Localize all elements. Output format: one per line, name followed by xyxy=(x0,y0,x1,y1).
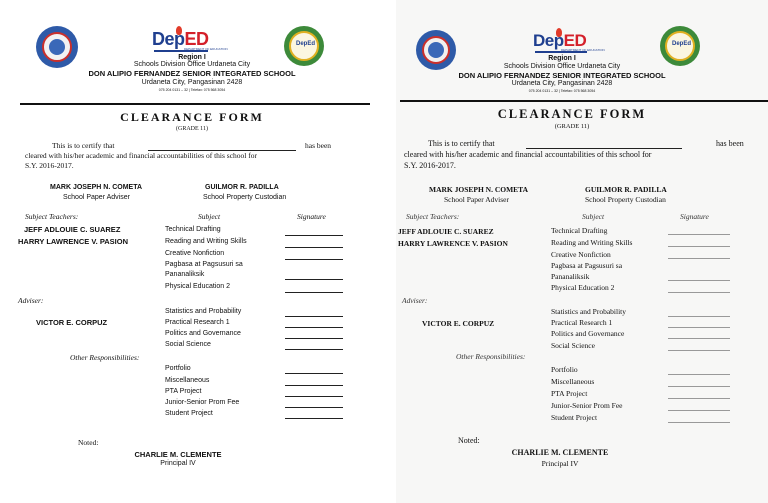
signature-line xyxy=(668,386,730,387)
paper-adviser-name: MARK JOSEPH N. COMETA xyxy=(50,184,143,191)
adviser-subject-item: Politics and Governance xyxy=(551,329,625,338)
signature-line xyxy=(668,398,730,399)
signature-line xyxy=(668,350,730,351)
paper-adviser-role: School Paper Adviser xyxy=(63,194,130,201)
division-label: Schools Division Office Urdaneta City xyxy=(503,63,621,70)
adviser-subject-item: Social Science xyxy=(165,341,211,348)
principal-name: CHARLIE M. CLEMENTE xyxy=(511,448,609,457)
certify-text-line2: cleared with his/her academic and financial accountabilities of this school for xyxy=(404,150,652,159)
other-item: Miscellaneous xyxy=(551,377,595,386)
principal-title: Principal IV xyxy=(160,460,196,467)
other-item: Portfolio xyxy=(165,365,191,372)
school-seal-text: DepEd xyxy=(296,41,316,47)
signature-line xyxy=(668,422,730,423)
other-item: PTA Project xyxy=(165,388,202,395)
header-divider xyxy=(20,103,370,105)
subject-heading: Subject xyxy=(582,212,605,221)
subject-item: Technical Drafting xyxy=(551,226,608,235)
subject-item: Pagbasa at Pagsusuri sa xyxy=(551,261,623,270)
adviser-name: VICTOR E. CORPUZ xyxy=(36,318,108,327)
school-year: S.Y. 2016-2017. xyxy=(25,161,74,170)
signature-line xyxy=(285,316,343,317)
other-responsibilities-heading: Other Responsibilities: xyxy=(456,352,526,361)
certify-text-start: This is to certify that xyxy=(52,141,115,150)
adviser-heading: Adviser: xyxy=(18,296,44,305)
subject-item: Technical Drafting xyxy=(165,226,221,233)
subject-item: Creative Nonfiction xyxy=(551,250,611,259)
deped-tagline: DEPARTMENT OF EDUCATION xyxy=(184,47,228,51)
signature-line xyxy=(668,234,730,235)
custodian-name: GUILMOR R. PADILLA xyxy=(205,184,279,191)
adviser-subject-item: Statistics and Probability xyxy=(165,308,242,315)
school-name: DON ALIPIO FERNANDEZ SENIOR INTEGRATED SCHOOL xyxy=(458,71,666,80)
adviser-subject-item: Practical Research 1 xyxy=(551,318,613,327)
adviser-subject-item: Statistics and Probability xyxy=(551,307,626,316)
signature-line xyxy=(285,247,343,248)
signature-line xyxy=(285,259,343,260)
deped-tagline: DEPARTMENT OF EDUCATION xyxy=(561,48,605,52)
subject-item: Reading and Writing Skills xyxy=(551,238,633,247)
custodian-role: School Property Custodian xyxy=(203,194,287,201)
deped-word-ed: ED xyxy=(563,31,587,50)
signature-line xyxy=(285,385,343,386)
noted-label: Noted: xyxy=(78,438,99,447)
school-address: Urdaneta City, Pangasinan 2428 xyxy=(141,79,243,86)
school-seal-text: DepEd xyxy=(672,41,692,47)
other-item: PTA Project xyxy=(551,389,588,398)
certify-text-end: has been xyxy=(305,141,332,150)
region-label: Region I xyxy=(178,54,206,61)
header-divider xyxy=(400,100,768,102)
signature-line xyxy=(285,349,343,350)
other-responsibilities-heading: Other Responsibilities: xyxy=(70,353,140,362)
subject-item: Reading and Writing Skills xyxy=(165,238,247,245)
signature-heading: Signature xyxy=(297,212,326,221)
school-name: DON ALIPIO FERNANDEZ SENIOR INTEGRATED SCHOOL xyxy=(88,69,296,78)
signature-line xyxy=(285,235,343,236)
signature-line xyxy=(668,292,730,293)
other-item: Junior-Senior Prom Fee xyxy=(165,399,240,406)
teacher-name-2: HARRY LAWRENCE V. PASION xyxy=(398,239,508,248)
signature-line xyxy=(668,374,730,375)
signature-line xyxy=(285,327,343,328)
teacher-name-1: JEFF ADLOUIE C. SUAREZ xyxy=(398,227,494,236)
signature-line xyxy=(285,373,343,374)
adviser-subject-item: Politics and Governance xyxy=(165,330,241,337)
signature-line xyxy=(668,410,730,411)
certify-text-end: has been xyxy=(716,139,744,148)
adviser-subject-item: Social Science xyxy=(551,341,595,350)
subject-item: Physical Education 2 xyxy=(551,283,615,292)
deped-word-dep: Dep xyxy=(533,31,564,50)
deped-seal-icon xyxy=(416,30,456,70)
subject-item: Pananaliksik xyxy=(165,271,205,278)
signature-line xyxy=(668,338,730,339)
signature-line xyxy=(285,338,343,339)
signature-heading: Signature xyxy=(680,212,709,221)
school-contact: 075 204 0131 – 32 | Telefax: 075 568 3054 xyxy=(528,89,596,93)
clearance-form-right xyxy=(396,0,768,503)
signature-line xyxy=(668,258,730,259)
other-item: Junior-Senior Prom Fee xyxy=(551,401,623,410)
grade-label: (GRADE 11) xyxy=(176,126,208,132)
paper-adviser-role: School Paper Adviser xyxy=(444,195,509,204)
signature-line xyxy=(285,407,343,408)
certify-text-start: This is to certify that xyxy=(428,139,495,148)
form-title: CLEARANCE FORM xyxy=(497,107,647,121)
student-name-line xyxy=(526,148,682,149)
signature-line xyxy=(668,316,730,317)
grade-label: (GRADE 11) xyxy=(554,123,590,130)
school-seal-icon xyxy=(660,26,700,66)
teacher-name-1: JEFF ADLOUIE C. SUAREZ xyxy=(24,225,121,234)
custodian-name: GUILMOR R. PADILLA xyxy=(585,185,667,194)
division-label: Schools Division Office Urdaneta City xyxy=(133,61,251,68)
school-contact: 075 204 0131 – 32 | Telefax: 075 568 3054 xyxy=(158,88,226,92)
school-year: S.Y. 2016-2017. xyxy=(404,161,456,170)
signature-line xyxy=(285,418,343,419)
subject-item: Pagbasa at Pagsusuri sa xyxy=(165,261,243,268)
form-title: CLEARANCE FORM xyxy=(120,110,264,124)
other-item: Student Project xyxy=(165,410,213,417)
paper-adviser-name: MARK JOSEPH N. COMETA xyxy=(429,185,529,194)
custodian-role: School Property Custodian xyxy=(585,195,666,204)
subject-item: Physical Education 2 xyxy=(165,283,230,290)
subject-heading: Subject xyxy=(198,212,221,221)
signature-line xyxy=(668,327,730,328)
region-label: Region I xyxy=(548,55,576,62)
adviser-name: VICTOR E. CORPUZ xyxy=(422,319,495,328)
signature-line xyxy=(285,279,343,280)
signature-line xyxy=(285,396,343,397)
deped-seal-icon xyxy=(36,26,78,68)
principal-title: Principal IV xyxy=(541,459,579,468)
subject-item: Creative Nonfiction xyxy=(165,250,225,257)
deped-word-ed: ED xyxy=(184,29,209,49)
school-address: Urdaneta City, Pangasinan 2428 xyxy=(511,80,613,87)
subject-item: Pananaliksik xyxy=(551,272,590,281)
adviser-heading: Adviser: xyxy=(402,296,428,305)
principal-name: CHARLIE M. CLEMENTE xyxy=(134,450,222,459)
subject-teachers-heading: Subject Teachers: xyxy=(406,212,460,221)
adviser-subject-item: Practical Research 1 xyxy=(165,319,230,326)
signature-line xyxy=(668,280,730,281)
subject-teachers-heading: Subject Teachers: xyxy=(25,212,79,221)
other-item: Portfolio xyxy=(551,365,578,374)
signature-line xyxy=(668,246,730,247)
other-item: Miscellaneous xyxy=(165,377,210,384)
certify-text-line2: cleared with his/her academic and financial accountabilities of this school for xyxy=(25,151,257,160)
noted-label: Noted: xyxy=(458,436,480,445)
signature-line xyxy=(285,292,343,293)
deped-word-dep: Dep xyxy=(152,29,185,49)
other-item: Student Project xyxy=(551,413,598,422)
teacher-name-2: HARRY LAWRENCE V. PASION xyxy=(18,237,129,246)
